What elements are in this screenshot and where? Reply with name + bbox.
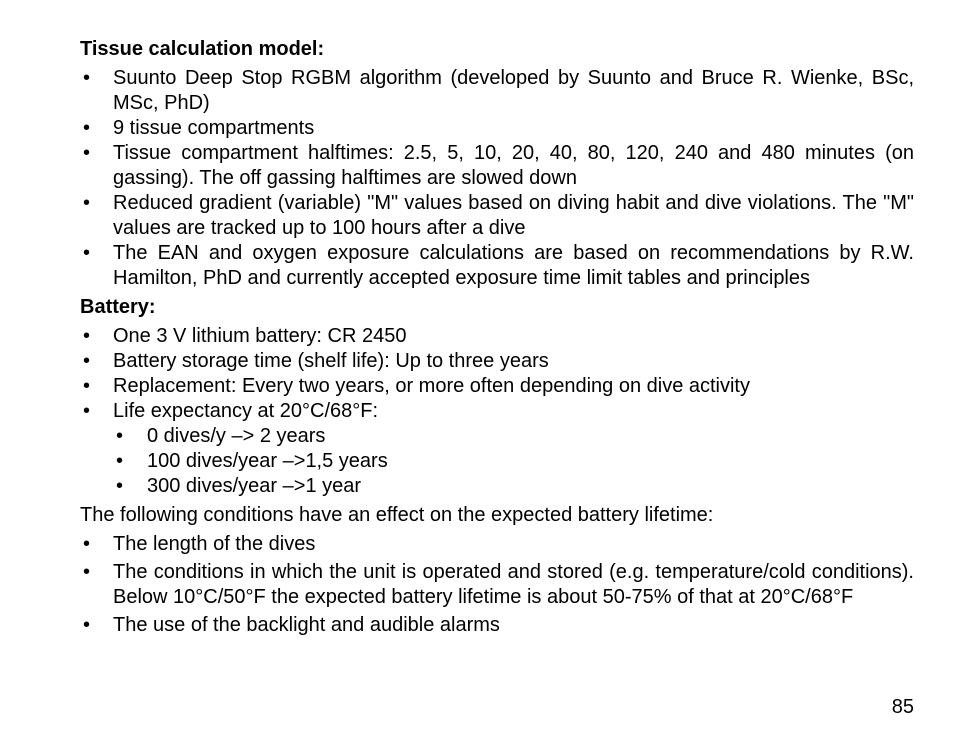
list-item xyxy=(80,560,914,610)
list-item-text: Reduced gradient (variable) "M" values based on diving habit and dive violations. The "M" values are tracked up to 100 hours after a dive xyxy=(113,192,914,239)
list-item xyxy=(80,532,914,557)
list-item xyxy=(80,116,914,141)
battery-list xyxy=(80,324,914,499)
list-item-text: 100 dives/year –>1,5 years xyxy=(147,450,388,472)
list-item-text: Battery storage time (shelf life): Up to three years xyxy=(113,350,549,372)
tissue-heading: Tissue calculation model: xyxy=(80,38,325,60)
bullet-icon: • xyxy=(83,561,91,583)
list-item xyxy=(80,613,914,638)
list-item-text: Tissue compartment halftimes: 2.5, 5, 10, 20, 40, 80, 120, 240 and 480 minutes (on gassing). The off gassing halftimes are slowed down xyxy=(113,142,914,189)
bullet-icon: • xyxy=(83,325,91,347)
bullet-icon: • xyxy=(83,614,91,636)
conditions-intro: The following conditions have an effect on the expected battery lifetime: xyxy=(80,504,714,526)
manual-page xyxy=(80,37,914,641)
battery-heading: Battery: xyxy=(80,296,156,318)
list-item-text: 9 tissue compartments xyxy=(113,117,315,139)
bullet-icon: • xyxy=(83,400,91,422)
bullet-icon: • xyxy=(83,375,91,397)
list-item xyxy=(80,66,914,116)
bullet-icon: • xyxy=(83,67,91,89)
list-item-text: The length of the dives xyxy=(113,533,316,555)
sub-list-item xyxy=(80,474,914,499)
bullet-icon: • xyxy=(83,117,91,139)
list-item-text: Replacement: Every two years, or more often depending on dive activity xyxy=(113,375,750,397)
list-item-text: One 3 V lithium battery: CR 2450 xyxy=(113,325,407,347)
bullet-icon: • xyxy=(83,242,91,264)
conditions-list xyxy=(80,532,914,638)
list-item-text: The use of the backlight and audible alarms xyxy=(113,614,500,636)
bullet-icon: • xyxy=(116,450,124,472)
bullet-icon: • xyxy=(83,192,91,214)
list-item xyxy=(80,374,914,399)
list-item-text: Life expectancy at 20°C/68°F: xyxy=(113,400,379,422)
list-item xyxy=(80,191,914,241)
list-item xyxy=(80,241,914,291)
sub-list-item xyxy=(80,424,914,449)
bullet-icon: • xyxy=(116,475,124,497)
sub-list-item xyxy=(80,449,914,474)
list-item xyxy=(80,399,914,424)
bullet-icon: • xyxy=(116,425,124,447)
list-item-text: 300 dives/year –>1 year xyxy=(147,475,362,497)
list-item xyxy=(80,349,914,374)
list-item-text: The conditions in which the unit is operated and stored (e.g. temperature/cold conditions). Below 10°C/50°F the expected battery lifetime is about 50-75% of that at 20°C/68°F xyxy=(113,561,914,608)
bullet-icon: • xyxy=(83,533,91,555)
list-item xyxy=(80,141,914,191)
list-item xyxy=(80,324,914,349)
bullet-icon: • xyxy=(83,350,91,372)
list-item-text: Suunto Deep Stop RGBM algorithm (developed by Suunto and Bruce R. Wienke, BSc, MSc, PhD) xyxy=(113,67,914,114)
bullet-icon: • xyxy=(83,142,91,164)
list-item-text: 0 dives/y –> 2 years xyxy=(147,425,326,447)
page-number: 85 xyxy=(891,696,914,718)
tissue-list xyxy=(80,66,914,291)
list-item-text: The EAN and oxygen exposure calculations are based on recommendations by R.W. Hamilton, PhD and currently accepted exposure time limit tables and principles xyxy=(113,242,914,289)
